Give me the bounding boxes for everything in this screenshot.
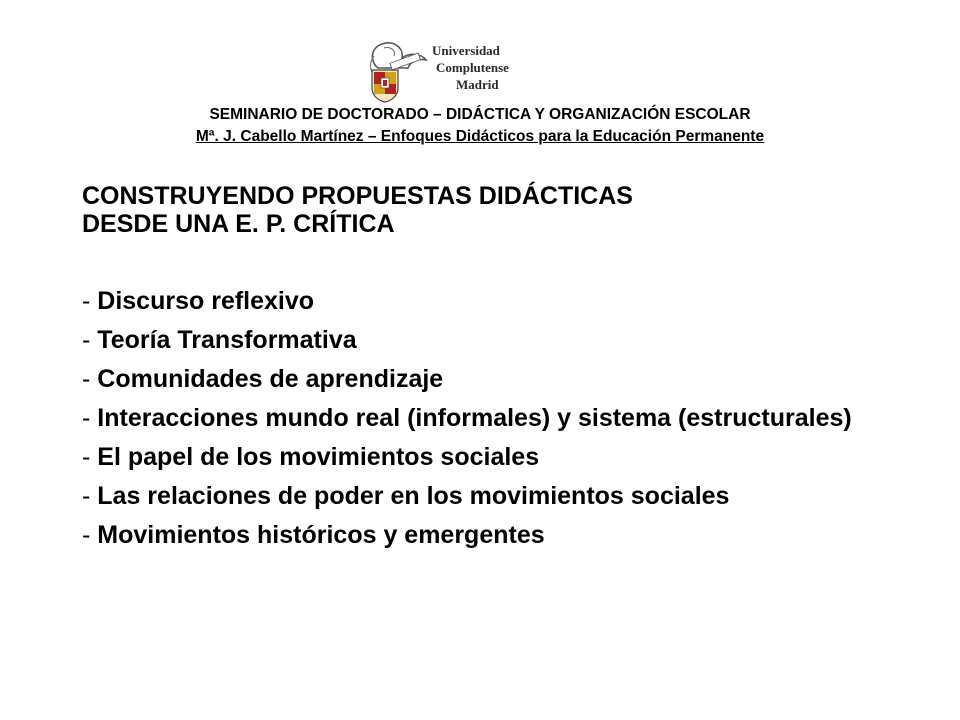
- list-item: [82, 326, 882, 354]
- university-name: [432, 42, 509, 93]
- bullet-marker: -: [82, 287, 98, 315]
- list-item: [82, 287, 882, 315]
- bullet-marker: -: [82, 482, 98, 510]
- list-item: [82, 482, 882, 510]
- bullet-marker: -: [82, 521, 98, 549]
- list-item-text: Comunidades de aprendizaje: [97, 365, 444, 393]
- list-item: [82, 404, 882, 432]
- university-crest-icon: [364, 38, 434, 104]
- slide-title-line-2: DESDE UNA E. P. CRÍTICA: [82, 210, 395, 238]
- author-line: Mª. J. Cabello Martínez – Enfoques Didácticos para la Educación Permanente: [195, 128, 765, 145]
- list-item-text: Teoría Transformativa: [97, 326, 357, 354]
- list-item: [82, 521, 882, 549]
- slide-title-line-1: CONSTRUYENDO PROPUESTAS DIDÁCTICAS: [82, 182, 633, 210]
- bullet-marker: -: [82, 404, 98, 432]
- slide-title: [82, 182, 882, 238]
- bullet-marker: -: [82, 365, 98, 393]
- bullet-marker: -: [82, 326, 98, 354]
- university-logo: [364, 38, 514, 104]
- seminar-header: [0, 104, 960, 148]
- list-item-text: Discurso reflexivo: [97, 287, 315, 315]
- logo-line-1: Universidad: [432, 43, 500, 58]
- list-item-text: Las relaciones de poder en los movimientos sociales: [97, 482, 730, 510]
- list-item: [82, 443, 882, 471]
- topic-list: [82, 287, 882, 560]
- list-item: [82, 365, 882, 393]
- list-item-text: Movimientos históricos y emergentes: [97, 521, 545, 549]
- logo-line-3: Madrid: [456, 77, 499, 92]
- seminar-title: SEMINARIO DE DOCTORADO – DIDÁCTICA Y ORGANIZACIÓN ESCOLAR: [209, 106, 751, 123]
- list-item-text: Interacciones mundo real (informales) y sistema (estructurales): [97, 404, 852, 432]
- logo-line-2: Complutense: [436, 60, 509, 75]
- list-item-text: El papel de los movimientos sociales: [97, 443, 540, 471]
- bullet-marker: -: [82, 443, 98, 471]
